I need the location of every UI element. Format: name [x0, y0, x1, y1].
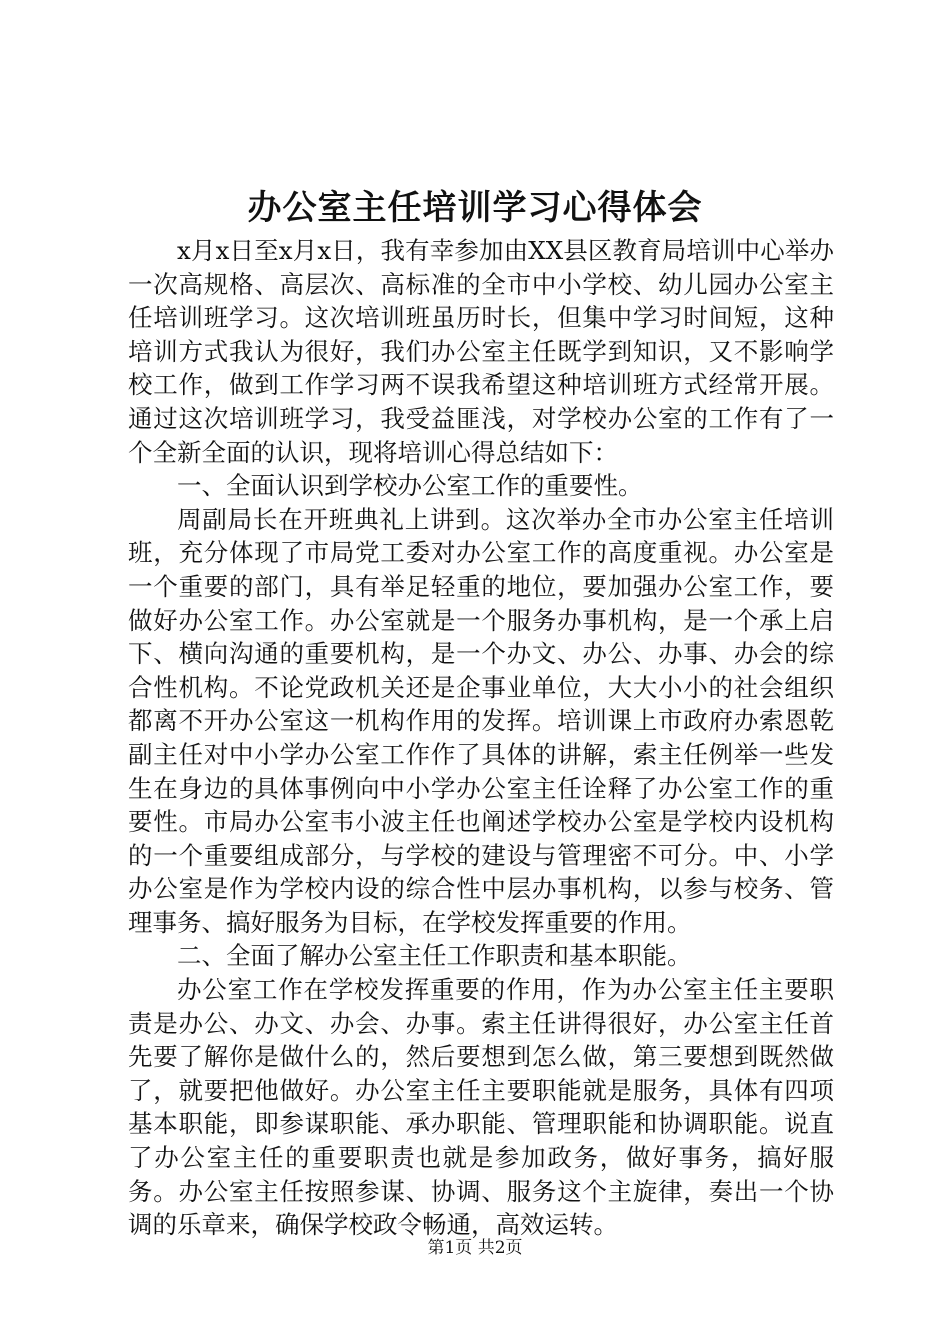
paragraph-intro: x月x日至x月x日，我有幸参加由XX县区教育局培训中心举办一次高规格、高层次、高标准的全市中小学校、幼儿园办公室主任培训班学习。这次培训班虽历时长，但集中学习时间短，这种培训方式我认为很好，我们办公室主任既学到知识，又不影响学校工作，做到工作学习两不误我希望这种培训班方式经常开展。通过这次培训班学习，我受益匪浅，对学校办公室的工作有了一个全新全面的认识，现将培训心得总结如下： [128, 236, 834, 467]
document-title: 办公室主任培训学习心得体会 [247, 188, 703, 228]
page-number-footer: 第1页 共2页 [427, 1238, 523, 1258]
paragraph-section-2: 办公室工作在学校发挥重要的作用，作为办公室主任主要职责是办公、办文、办会、办事。索主任讲得很好，办公室主任首先要了解你是做什么的，然后要想到怎么做，第三要想到既然做了，就要把他做好。办公室主任主要职能就是服务，具体有四项基本职能，即参谋职能、承办职能、管理职能和协调职能。说直了办公室主任的重要职责也就是参加政务，做好事务，搞好服务。办公室主任按照参谋、协调、服务这个主旋律，奏出一个协调的乐章来，确保学校政令畅通，高效运转。 [128, 975, 834, 1240]
paragraph-section-1: 周副局长在开班典礼上讲到。这次举办全市办公室主任培训班，充分体现了市局党工委对办公室工作的高度重视。办公室是一个重要的部门，具有举足轻重的地位，要加强办公室工作，要做好办公室工作。办公室就是一个服务办事机构，是一个承上启下、横向沟通的重要机构，是一个办文、办公、办事、办会的综合性机构。不论党政机关还是企事业单位，大大小小的社会组织都离不开办公室这一机构作用的发挥。培训课上市政府办索恩乾副主任对中小学办公室工作作了具体的讲解，索主任例举一些发生在身边的具体事例向中小学办公室主任诠释了办公室工作的重要性。市局办公室韦小波主任也阐述学校办公室是学校内设机构的一个重要组成部分，与学校的建设与管理密不可分。中、小学办公室是作为学校内设的综合性中层办事机构，以参与校务、管理事务、搞好服务为目标，在学校发挥重要的作用。 [128, 504, 834, 937]
document-body [128, 234, 834, 1242]
section-heading-1: 一、全面认识到学校办公室工作的重要性。 [177, 471, 643, 501]
section-heading-2: 二、全面了解办公室主任工作职责和基本职能。 [177, 941, 692, 971]
